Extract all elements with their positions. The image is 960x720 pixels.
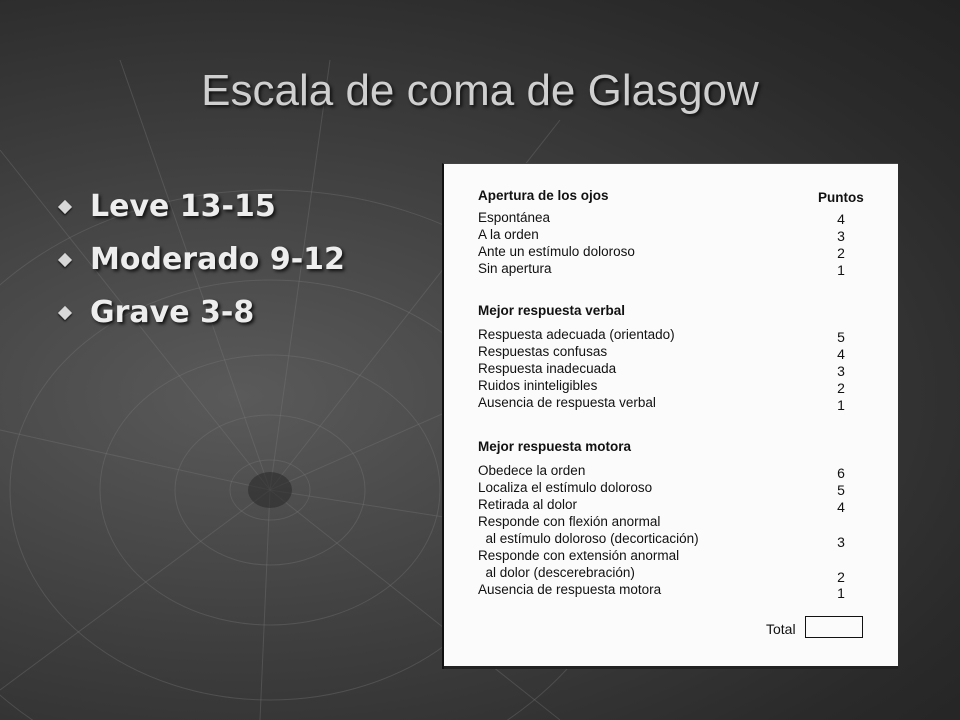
item-points: 2 [837, 380, 845, 396]
points-header: Puntos [818, 190, 864, 205]
item-text: Ante un estímulo doloroso [478, 244, 635, 259]
section-heading: Mejor respuesta motora [478, 439, 632, 454]
item-points: 6 [837, 465, 845, 481]
severity-list [60, 180, 345, 339]
glasgow-scale-table-image [442, 163, 898, 669]
item-points: 1 [837, 397, 845, 413]
item-points: 4 [837, 499, 845, 515]
diamond-bullet-icon [58, 199, 72, 213]
item-points: 3 [837, 363, 845, 379]
item-points: 4 [837, 346, 845, 362]
item-points: 3 [837, 534, 845, 550]
item-text: A la orden [478, 227, 539, 242]
total-box [805, 616, 863, 638]
item-text: Respuesta inadecuada [478, 361, 617, 376]
item-text: Localiza el estímulo doloroso [478, 480, 653, 495]
list-item [60, 233, 345, 286]
item-points: 4 [837, 211, 845, 227]
item-text: Responde con flexión anormal [478, 514, 661, 529]
item-text: Ausencia de respuesta verbal [478, 395, 656, 410]
item-text: al estímulo doloroso (decorticación) [478, 531, 699, 546]
item-text: Responde con extensión anormal [478, 548, 680, 563]
bullet-text: Grave 3-8 [90, 295, 255, 330]
item-text: Respuesta adecuada (orientado) [478, 327, 675, 342]
item-text: Espontánea [478, 210, 551, 225]
item-text: Obedece la orden [478, 463, 586, 478]
section-heading: Apertura de los ojos [478, 188, 609, 203]
bullet-text: Moderado 9-12 [90, 242, 345, 277]
item-points: 1 [837, 262, 845, 278]
total-label: Total [766, 621, 796, 637]
item-points: 2 [837, 245, 845, 261]
item-points: 2 [837, 569, 845, 585]
item-text: al dolor (descerebración) [478, 565, 635, 580]
list-item [60, 180, 345, 233]
item-points: 5 [837, 482, 845, 498]
item-text: Sin apertura [478, 261, 552, 276]
item-text: Ruidos ininteligibles [478, 378, 598, 393]
item-text: Ausencia de respuesta motora [478, 582, 662, 597]
scan-bottom-edge [444, 666, 898, 669]
item-text: Retirada al dolor [478, 497, 578, 512]
bullet-text: Leve 13-15 [90, 189, 276, 224]
slide-title: Escala de coma de Glasgow [201, 66, 759, 115]
section-heading: Mejor respuesta verbal [478, 303, 626, 318]
item-points: 1 [837, 585, 845, 601]
diamond-bullet-icon [58, 305, 72, 319]
item-points: 5 [837, 329, 845, 345]
list-item [60, 286, 345, 339]
diamond-bullet-icon [58, 252, 72, 266]
item-points: 3 [837, 228, 845, 244]
item-text: Respuestas confusas [478, 344, 608, 359]
